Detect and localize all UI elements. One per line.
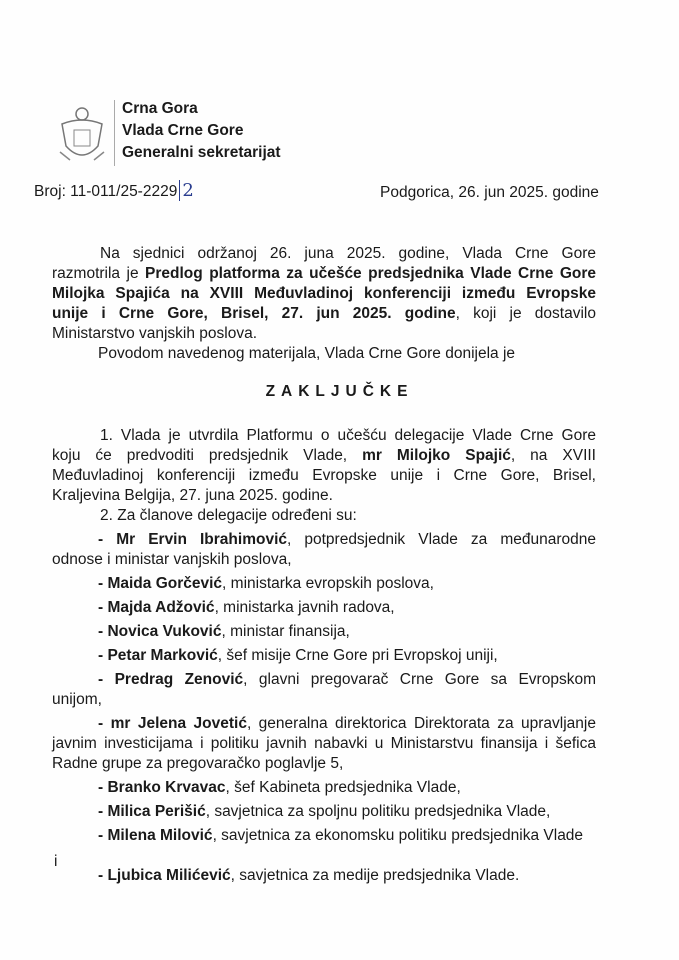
member-name: - Predrag Zenović [98, 671, 244, 688]
member-name: - Petar Marković [98, 647, 218, 664]
text: , na XVIII [510, 447, 596, 464]
member-role: , generalna direktorica Direktorata za upravljanje [246, 715, 596, 732]
member-name: - Branko Krvavac [98, 779, 226, 796]
text: koju će predvoditi predsjednik Vlade, [52, 447, 363, 464]
intro-line: Milojka Spajića na XVIII Međuvladinoj konferenciji između Evropske [52, 285, 596, 302]
intro-line [52, 305, 596, 323]
member-role: , savjetnica za ekonomsku politiku predsjednika Vlade [212, 827, 584, 844]
delegation-member [98, 531, 596, 549]
header-country: Crna Gora [122, 100, 198, 117]
delegation-member [98, 671, 596, 689]
intro-line: Povodom navedenog materijala, Vlada Crne Gore donijela je [98, 345, 516, 362]
bold-text: mr Milojko Spajić [362, 447, 511, 464]
member-role: , ministarka evropskih poslova, [222, 575, 434, 592]
text: razmotrila je [52, 265, 146, 282]
intro-line: Ministarstvo vanjskih poslova. [52, 325, 258, 342]
delegation-member [98, 803, 596, 821]
reference-number-text: Broj: 11-011/25-2229 [34, 183, 178, 200]
conclusion-1-line: Kraljevina Belgija, 27. juna 2025. godine. [52, 487, 333, 504]
conclusion-1-line: Međuvladinoj konferenciji između Evropske unije i Crne Gore, Brisel, [52, 467, 596, 484]
header-divider [114, 100, 115, 166]
delegation-member [98, 715, 596, 733]
place-date: Podgorica, 26. jun 2025. godine [380, 184, 599, 201]
member-name: - Maida Gorčević [98, 575, 223, 592]
bold-text: unije i Crne Gore, Brisel, 27. jun 2025. godine [52, 305, 456, 322]
section-title: ZAKLJUČKE [265, 383, 414, 400]
member-role: , savjetnica za medije predsjednika Vlade. [230, 867, 520, 884]
member-name: - Milena Milović [98, 827, 213, 844]
delegation-member-continued: Radne grupe za pregovaračko poglavlje 5, [52, 755, 344, 772]
intro-line: Na sjednici održanoj 26. juna 2025. godine, Vlada Crne Gore [100, 245, 596, 262]
conclusion-1-line [52, 447, 596, 465]
delegation-member [98, 647, 596, 665]
member-role: , potpredsjednik Vlade za međunarodne [287, 531, 596, 548]
intro-line [52, 265, 596, 283]
conclusion-1-line: 1. Vlada je utvrdila Platformu o učešću delegacije Vlade Crne Gore [100, 427, 596, 444]
member-role: , ministar finansija, [221, 623, 350, 640]
delegation-member-continued: odnose i ministar vanjskih poslova, [52, 551, 292, 568]
delegation-member [98, 623, 596, 641]
header-government: Vlada Crne Gore [122, 122, 244, 139]
conclusion-2-intro: 2. Za članove delegacije određeni su: [100, 507, 357, 524]
delegation-member [98, 827, 596, 845]
bold-text: Predlog platforma za učešće predsjednika Vlade Crne Gore [145, 265, 596, 282]
member-name: - Milica Perišić [98, 803, 206, 820]
coat-of-arms-icon [58, 106, 106, 166]
delegation-member-continued: unijom, [52, 691, 102, 708]
handwritten-mark: 2 [179, 180, 193, 201]
member-role: , glavni pregovarač Crne Gore sa Evropskom [243, 671, 596, 688]
member-name: - mr Jelena Jovetić [98, 715, 247, 732]
member-role: , šef Kabineta predsjednika Vlade, [225, 779, 461, 796]
member-name: - Ljubica Milićević [98, 867, 231, 884]
header-secretariat: Generalni sekretarijat [122, 144, 281, 161]
delegation-member [98, 575, 596, 593]
member-role: , šef misije Crne Gore pri Evropskoj uniji, [217, 647, 498, 664]
delegation-member-continued: javnim investicijama i politiku javnih nabavki u Ministarstvu finansija i šefica [52, 735, 596, 752]
member-name: - Mr Ervin Ibrahimović [98, 531, 288, 548]
member-role: , ministarka javnih radova, [214, 599, 395, 616]
delegation-member [98, 599, 596, 617]
conjunction: i [54, 853, 58, 870]
member-role: , savjetnica za spoljnu politiku predsjednika Vlade, [205, 803, 551, 820]
member-name: - Majda Adžović [98, 599, 215, 616]
text: , koji je dostavilo [455, 305, 596, 322]
delegation-member [98, 779, 596, 797]
member-name: - Novica Vuković [98, 623, 222, 640]
